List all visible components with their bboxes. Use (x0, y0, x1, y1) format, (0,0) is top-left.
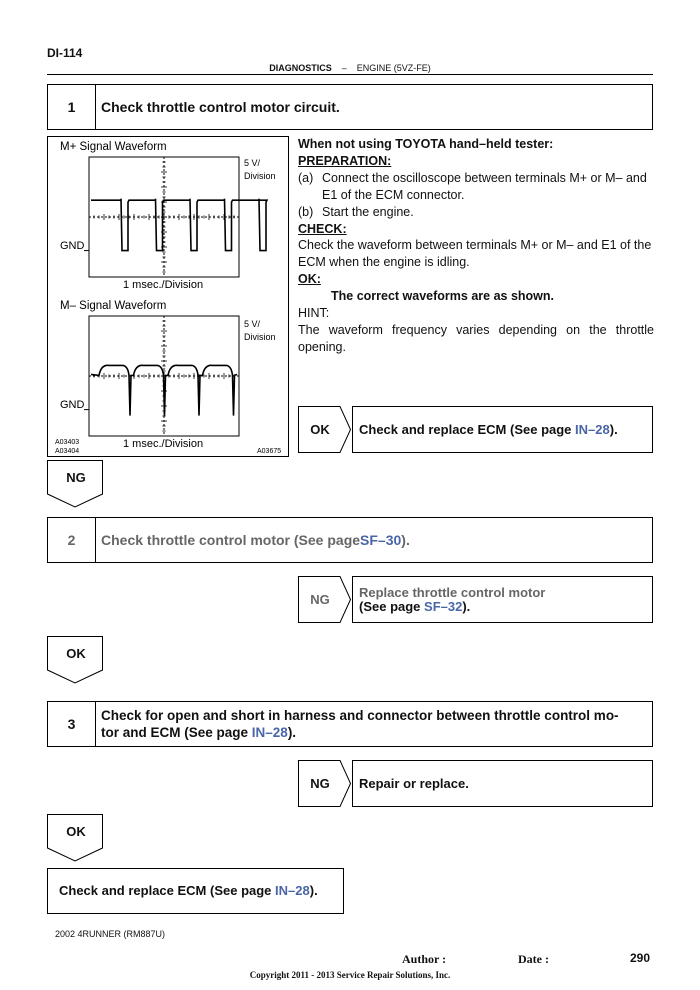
step-2-title (101, 518, 646, 562)
m-minus-gnd-label: GND (60, 399, 85, 411)
step-1-title: Check throttle control motor circuit. (101, 98, 340, 115)
result-2-line-2-suffix: ). (462, 598, 471, 614)
step-3-title-line-2 (101, 724, 296, 741)
prep-step-b (298, 204, 654, 221)
m-plus-volt-div-2: Division (244, 171, 276, 181)
result-1-tag-label: OK (310, 422, 330, 437)
step-3-page-link[interactable]: IN–28 (251, 725, 288, 740)
flow-2-tag-label: OK (66, 645, 86, 661)
result-3-text: Repair or replace. (359, 775, 469, 791)
check-text: Check the waveform between terminals M+ or M– and E1 of the ECM when the engine is idling. (298, 238, 652, 270)
page-id: DI-114 (47, 46, 83, 60)
m-plus-volt-div-1: 5 V/ (244, 158, 261, 168)
footer-page-number: 290 (630, 951, 651, 965)
step-3-title-line-2-prefix: tor and ECM (See page (101, 725, 252, 740)
step-2-page-link[interactable]: SF–30 (360, 531, 402, 548)
step-2-number: 2 (48, 518, 96, 562)
waveform-figure (47, 136, 289, 457)
step-2-title-suffix: ). (401, 531, 410, 548)
section-name: DIAGNOSTICS (269, 63, 332, 73)
flow-2-tag (47, 636, 105, 684)
result-2-box (352, 576, 653, 623)
footer-model: 2002 4RUNNER (RM887U) (55, 929, 166, 939)
m-plus-time-div: 1 msec./Division (123, 279, 204, 291)
running-header (0, 63, 700, 73)
step-3-title-line-1: Check for open and short in harness and connector between throttle control mo- (101, 708, 619, 723)
step-1-number: 1 (48, 85, 96, 129)
prep-a-marker: (a) (298, 170, 314, 185)
figure-code-2: A03404 (55, 448, 80, 455)
prep-b-text: Start the engine. (322, 204, 414, 219)
final-text-prefix: Check and replace ECM (See page (59, 883, 276, 898)
step-2-title-prefix: Check throttle control motor (See page (101, 531, 361, 548)
footer-author-label: Author : (402, 952, 447, 966)
flow-3-tag (47, 814, 105, 862)
flow-1-tag (47, 460, 105, 508)
final-action-box (47, 868, 344, 914)
check-heading: CHECK: (298, 221, 347, 236)
result-1-box (352, 406, 653, 453)
final-page-link[interactable]: IN–28 (275, 883, 310, 898)
result-2-tag-label: NG (310, 592, 330, 607)
instructions (298, 136, 654, 356)
preparation-heading: PREPARATION: (298, 153, 392, 168)
result-1-tag (298, 406, 351, 453)
m-plus-title: M+ Signal Waveform (60, 141, 167, 153)
m-minus-volt-div-2: Division (244, 332, 276, 342)
header-rule (47, 74, 653, 75)
final-text-suffix: ). (309, 883, 318, 898)
ok-heading: OK: (298, 272, 321, 287)
result-1-text (359, 423, 618, 437)
figure-code-3: A03675 (257, 448, 282, 455)
header-separator: – (341, 63, 347, 73)
m-minus-volt-div-1: 5 V/ (244, 319, 261, 329)
m-minus-time-div: 1 msec./Division (123, 438, 204, 450)
result-2-line-2-prefix: (See page (359, 598, 425, 614)
flow-3-tag-label: OK (66, 823, 86, 839)
step-1-box (47, 84, 653, 130)
result-2-tag (298, 576, 351, 623)
result-3-tag-label: NG (310, 776, 330, 791)
tester-note: When not using TOYOTA hand–held tester: (298, 137, 554, 151)
step-3-number: 3 (48, 702, 96, 746)
m-minus-title: M– Signal Waveform (60, 300, 167, 312)
result-1-page-link[interactable]: IN–28 (575, 421, 610, 437)
final-action-text (59, 884, 318, 898)
result-1-text-suffix: ). (609, 421, 618, 437)
hint-text: The waveform frequency varies depending on the throttle opening. (298, 322, 654, 354)
footer-copyright: Copyright 2011 - 2013 Service Repair Solutions, Inc. (249, 970, 451, 980)
step-3-box (47, 701, 653, 747)
m-plus-gnd-label: GND (60, 240, 85, 252)
engine-name: ENGINE (5VZ-FE) (356, 63, 431, 73)
prep-a-text: Connect the oscilloscope between terminals M+ or M– and E1 of the ECM connector. (322, 170, 647, 202)
ok-text: The correct waveforms are as shown. (331, 289, 555, 304)
figure-code-1: A03403 (55, 439, 80, 446)
result-3-tag (298, 760, 351, 807)
result-2-line-2 (359, 600, 470, 614)
prep-b-marker: (b) (298, 204, 314, 219)
result-2-line-1: Replace throttle control motor (359, 584, 546, 600)
footer-date-label: Date : (518, 952, 549, 966)
result-1-text-prefix: Check and replace ECM (See page (359, 421, 576, 437)
result-3-box (352, 760, 653, 807)
hint-heading: HINT: (298, 306, 330, 321)
step-3-title-line-2-suffix: ). (287, 725, 297, 740)
step-3-title (101, 702, 646, 746)
result-2-page-link[interactable]: SF–32 (424, 598, 463, 614)
step-2-box (47, 517, 653, 563)
m-minus-waveform-plot (84, 316, 239, 436)
flow-1-tag-label: NG (66, 469, 86, 485)
prep-step-a (298, 170, 654, 204)
